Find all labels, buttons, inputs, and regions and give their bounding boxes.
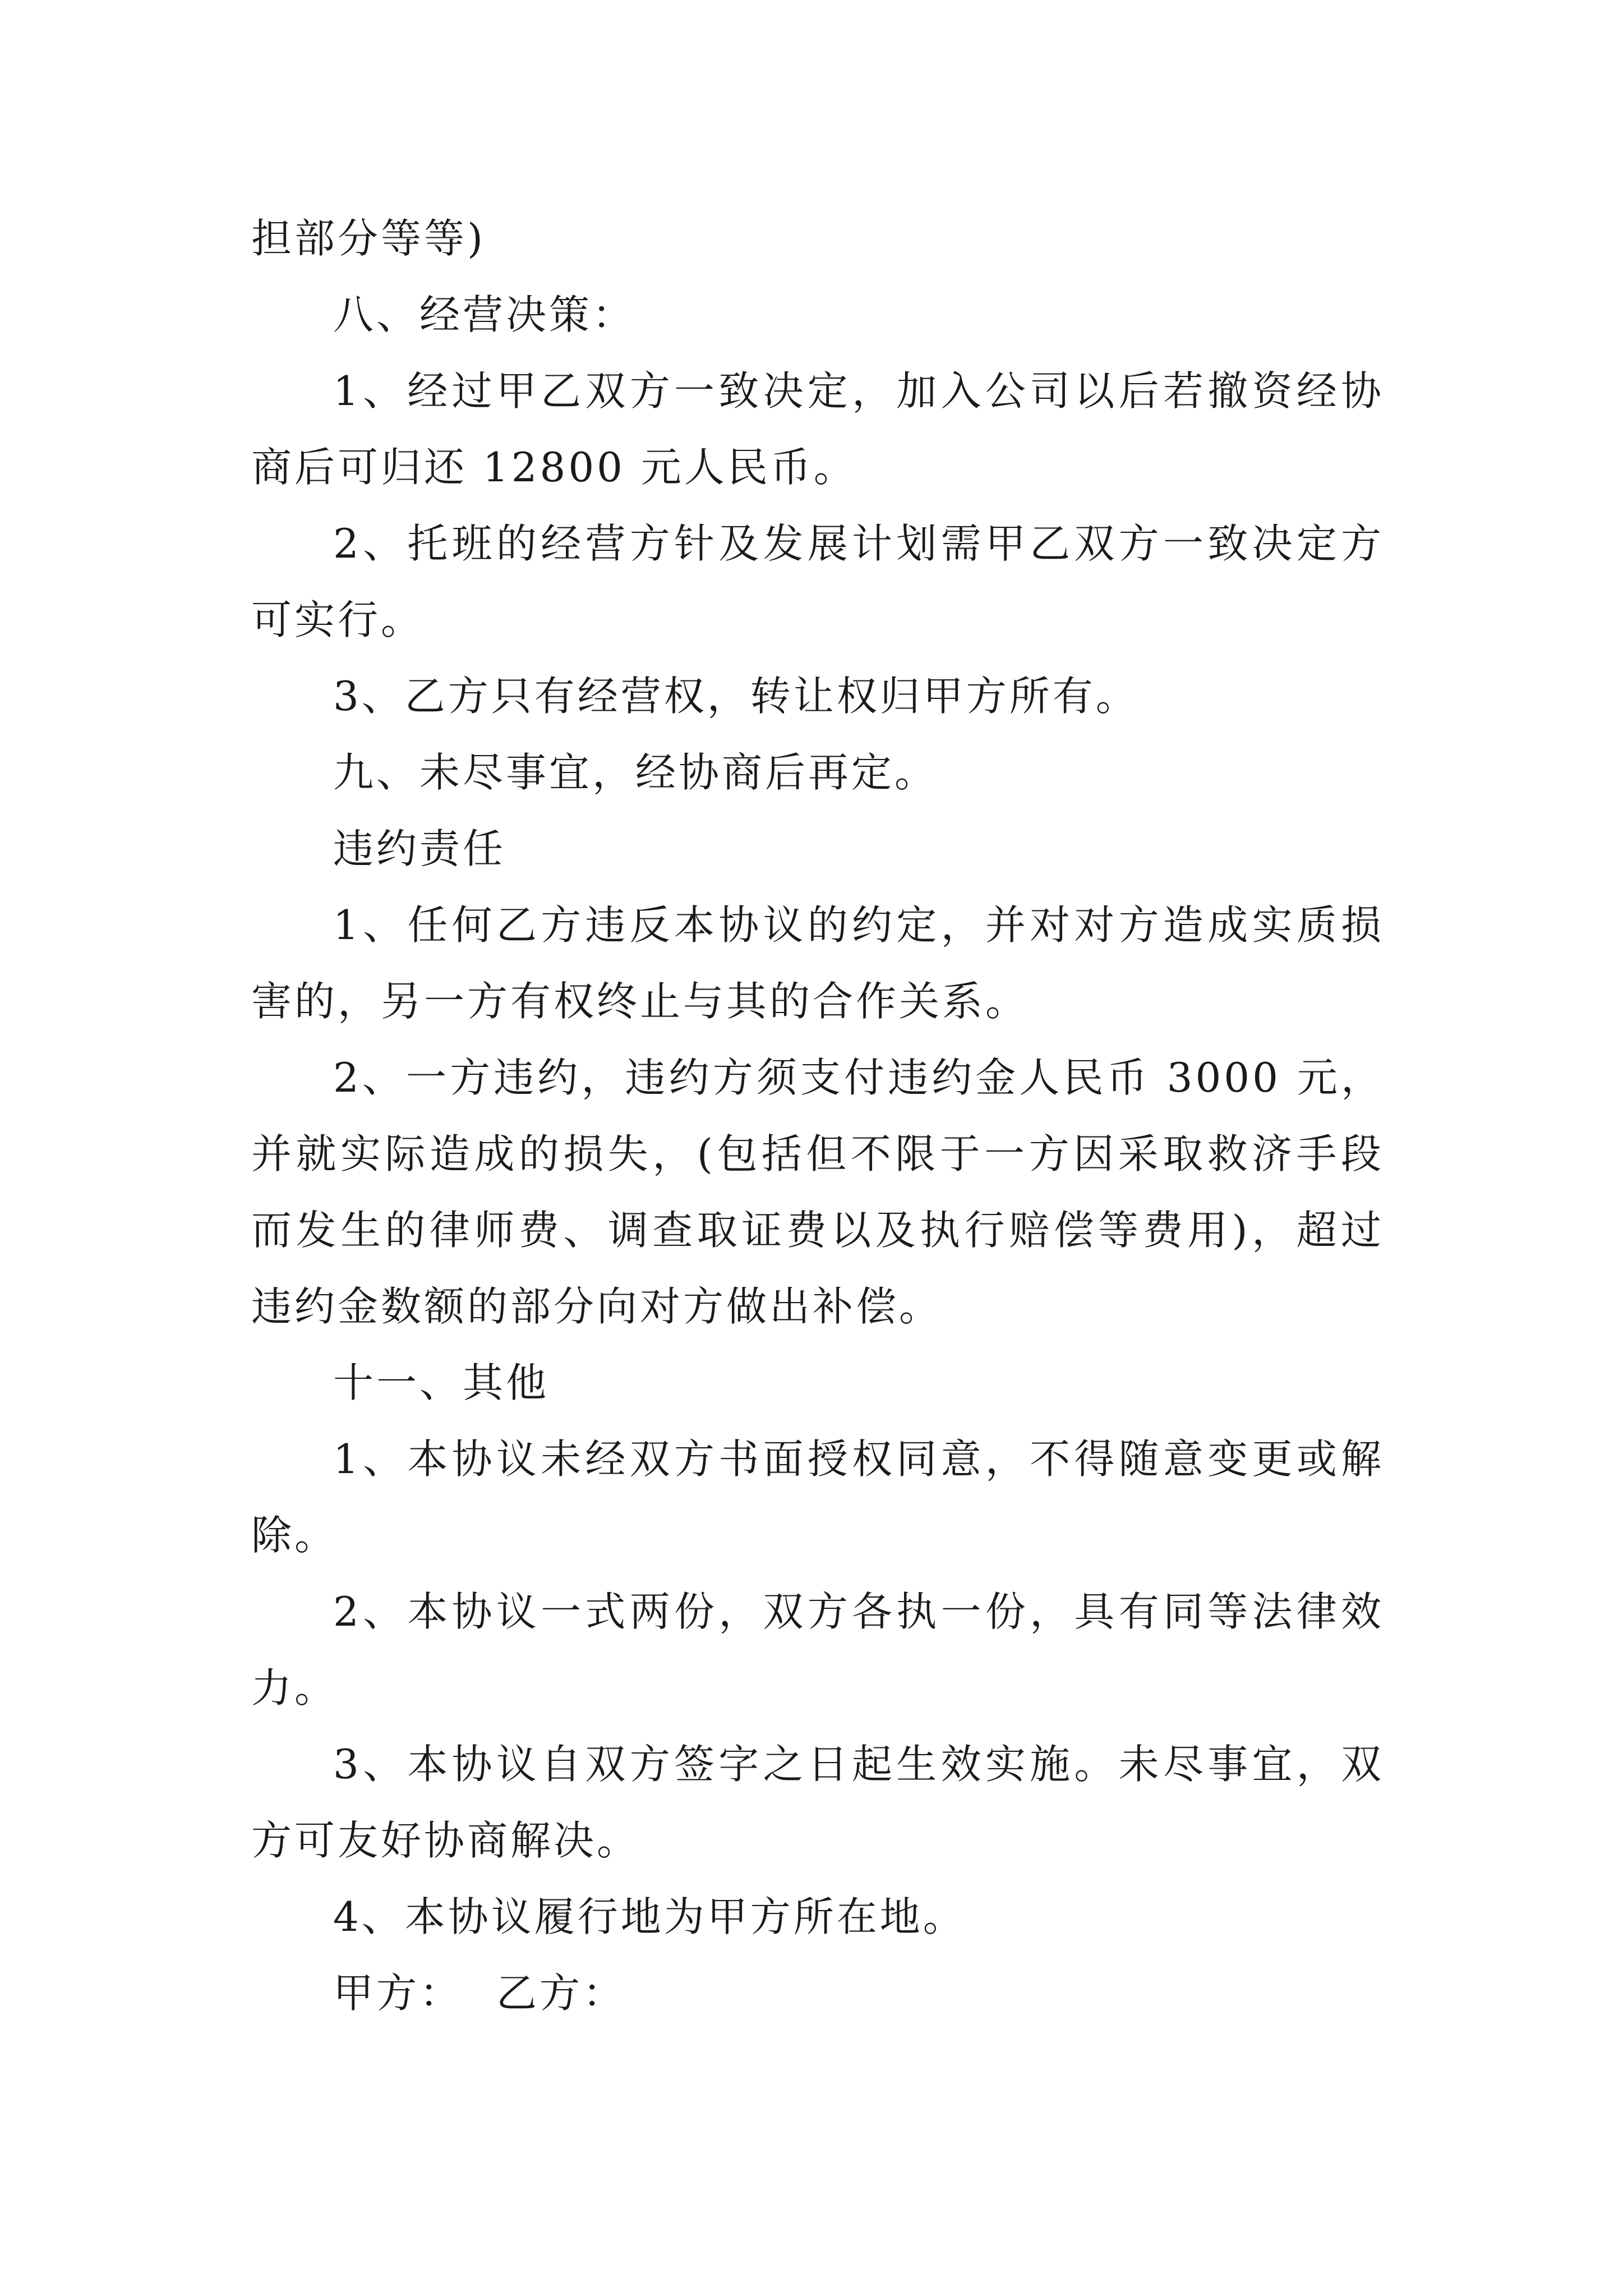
paragraph: 1、本协议未经双方书面授权同意，不得随意变更或解除。 — [251, 1435, 1384, 1559]
paragraph: 4、本协议履行地为甲方所在地。 — [333, 1893, 966, 1940]
party-b-signature-label: 乙方： — [496, 1970, 626, 2017]
paragraph: 2、本协议一式两份，双方各执一份，具有同等法律效力。 — [251, 1588, 1384, 1711]
paragraph-continuation: 担部分等等) — [251, 215, 486, 262]
paragraph: 3、乙方只有经营权，转让权归甲方所有。 — [333, 673, 1139, 720]
paragraph: 3、本协议自双方签字之日起生效实施。未尽事宜，双方可友好协商解决。 — [251, 1741, 1384, 1864]
paragraph: 2、一方违约，违约方须支付违约金人民币 3000 元，并就实际造成的损失，(包括但不限于一方因采取救济手段而发生的律师费、调查取证费以及执行赔偿等费用)，超过违约金数额的部分向对方做出补偿。 — [251, 1054, 1384, 1330]
paragraph: 1、任何乙方违反本协议的约定，并对对方造成实质损害的，另一方有权终止与其的合作关系。 — [251, 901, 1384, 1025]
section-heading-other-matters: 九、未尽事宜，经协商后再定。 — [333, 749, 938, 796]
paragraph: 1、经过甲乙双方一致决定，加入公司以后若撤资经协商后可归还 12800 元人民币。 — [251, 367, 1384, 491]
signature-line — [251, 1955, 1384, 2031]
party-a-signature-label: 甲方： — [333, 1970, 463, 2017]
section-heading-business-decisions: 八、经营决策： — [333, 291, 636, 338]
section-heading-miscellaneous: 十一、其他 — [333, 1359, 550, 1406]
paragraph: 2、托班的经营方针及发展计划需甲乙双方一致决定方可实行。 — [251, 520, 1384, 643]
section-heading-liability: 违约责任 — [333, 825, 506, 872]
document-body — [251, 200, 1384, 2031]
